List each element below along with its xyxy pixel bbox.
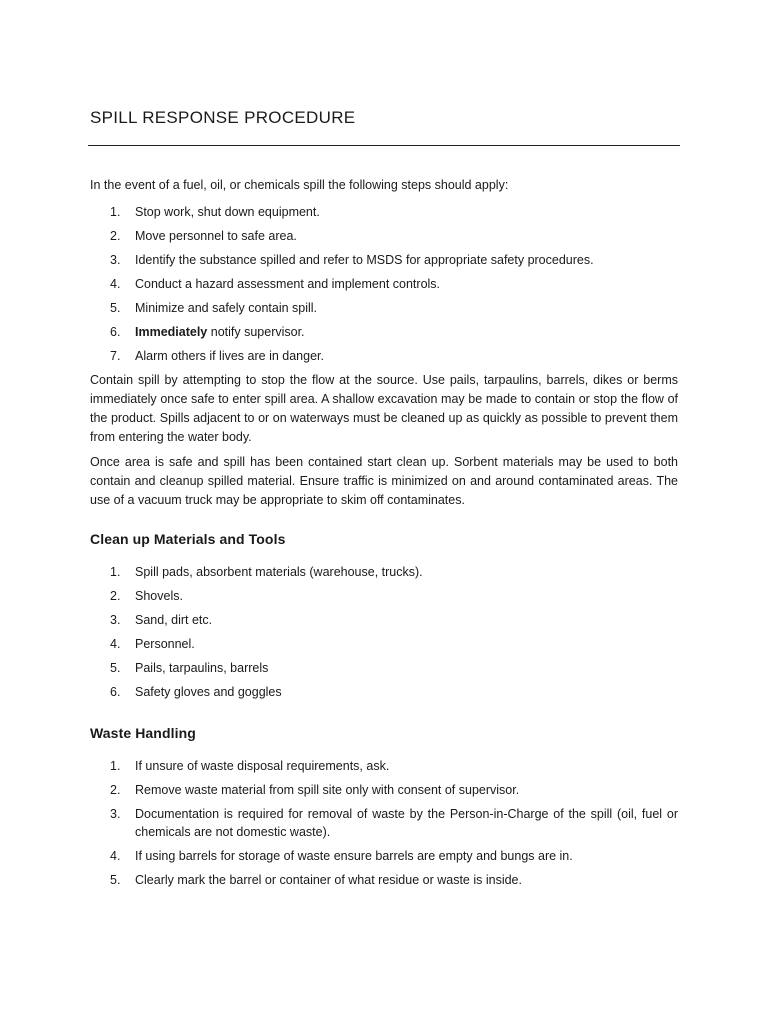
list-text: Stop work, shut down equipment. — [135, 205, 320, 219]
cleanup-paragraph: Once area is safe and spill has been contained start clean up. Sorbent materials may be used to both contain and cleanup spilled material. Ensure traffic is minimized on and around contaminated areas. The use of a vacuum truck may be appropriate to skim off contaminates. — [90, 455, 678, 507]
list-number: 3. — [110, 613, 121, 627]
list-text: Pails, tarpaulins, barrels — [135, 661, 269, 675]
list-text: notify supervisor. — [207, 325, 305, 339]
list-text: Sand, dirt etc. — [135, 613, 213, 627]
response-steps-list — [90, 203, 678, 366]
list-item — [90, 323, 678, 342]
list-number: 2. — [110, 782, 121, 797]
list-number: 4. — [110, 637, 121, 651]
list-item — [90, 299, 678, 318]
list-item — [90, 227, 678, 246]
list-number: 6. — [110, 325, 121, 339]
list-text: Alarm others if lives are in danger. — [135, 349, 324, 363]
list-text: Documentation is required for removal of waste by the Person-in-Charge of the spill (oil, fuel or chemicals are not domestic waste). — [135, 806, 678, 839]
list-text: Spill pads, absorbent materials (warehouse, trucks). — [135, 565, 423, 579]
materials-heading: Clean up Materials and Tools — [90, 531, 286, 547]
emphasis-text: Immediately — [135, 325, 208, 339]
list-number: 2. — [110, 589, 121, 603]
list-text: Personnel. — [135, 637, 195, 651]
list-number: 4. — [110, 849, 121, 863]
list-text: Minimize and safely contain spill. — [135, 301, 318, 315]
list-number: 7. — [110, 349, 121, 363]
list-item — [90, 347, 678, 366]
list-number: 6. — [110, 685, 121, 699]
waste-heading: Waste Handling — [90, 724, 196, 741]
list-number: 4. — [110, 277, 121, 291]
list-number: 5. — [110, 301, 121, 315]
list-item — [90, 203, 678, 222]
list-text: Conduct a hazard assessment and implement controls. — [135, 277, 441, 291]
list-item — [90, 781, 678, 800]
list-text: Remove waste material from spill site only with consent of supervisor. — [135, 782, 520, 797]
materials-list — [90, 563, 678, 702]
list-item — [90, 871, 678, 890]
page-title: SPILL RESPONSE PROCEDURE — [90, 108, 356, 127]
list-item — [90, 757, 678, 776]
list-item — [90, 635, 678, 654]
list-text: Identify the substance spilled and refer to MSDS for appropriate safety procedures. — [135, 253, 594, 267]
document-body — [90, 176, 678, 895]
list-number: 3. — [110, 253, 121, 267]
list-item — [90, 805, 678, 842]
list-item — [90, 275, 678, 294]
list-number: 1. — [110, 758, 121, 773]
list-text: Shovels. — [135, 589, 183, 603]
list-text: Move personnel to safe area. — [135, 229, 297, 243]
list-text: If unsure of waste disposal requirements, ask. — [135, 758, 390, 773]
list-item — [90, 563, 678, 582]
list-number: 1. — [110, 565, 121, 579]
list-number: 2. — [110, 229, 121, 243]
list-text: If using barrels for storage of waste ensure barrels are empty and bungs are in. — [135, 849, 573, 863]
intro-text: In the event of a fuel, oil, or chemicals spill the following steps should apply: — [90, 178, 509, 192]
list-number: 5. — [110, 661, 121, 675]
list-text: Clearly mark the barrel or container of what residue or waste is inside. — [135, 873, 522, 887]
contain-paragraph: Contain spill by attempting to stop the flow at the source. Use pails, tarpaulins, barrels, dikes or berms immediately once safe to enter spill area. A shallow excavation may be made to contain or stop the flow of the product. Spills adjacent to or on waterways must be cleaned up as quickly as possible to prevent them from entering the water body. — [90, 373, 678, 444]
list-number: 5. — [110, 873, 121, 887]
list-item — [90, 659, 678, 678]
list-item — [90, 587, 678, 606]
list-item — [90, 611, 678, 630]
list-item — [90, 251, 678, 270]
list-number: 1. — [110, 205, 121, 219]
list-number: 3. — [110, 806, 121, 821]
title-divider — [88, 145, 680, 146]
list-text: Safety gloves and goggles — [135, 685, 282, 699]
list-item — [90, 683, 678, 702]
waste-list — [90, 757, 678, 890]
list-item — [90, 847, 678, 866]
